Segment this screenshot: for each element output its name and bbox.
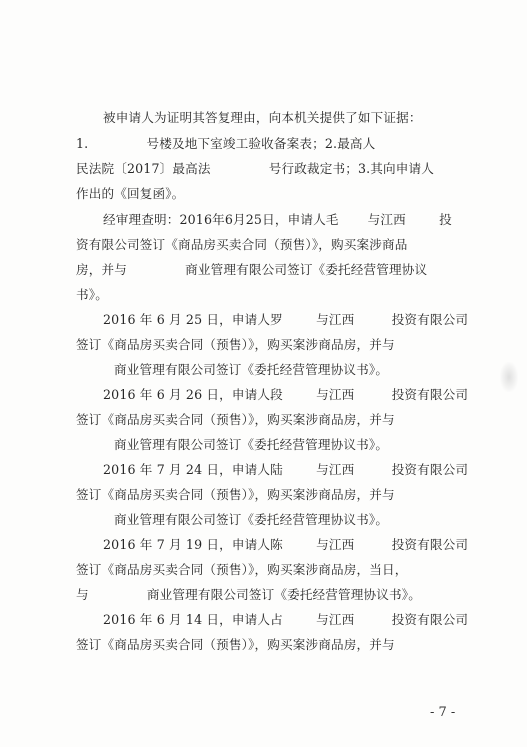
text-line: 书》。	[76, 287, 108, 302]
text-line: 民法院〔2017〕最高法 号行政裁定书；3.其向申请人	[76, 161, 434, 176]
text-line: 与 商业管理有限公司签订《委托经营管理协议书》。	[76, 587, 421, 602]
text-line: 签订《商品房买卖合同（预售）》，购买案涉商品房，并与	[76, 412, 395, 427]
text-line: 商业管理有限公司签订《委托经营管理协议书》。	[114, 362, 389, 377]
text-line: 商业管理有限公司签订《委托经营管理协议书》。	[114, 437, 389, 452]
text-line: 2016 年 7 月 24 日，申请人陆 与江西 投资有限公司	[103, 462, 469, 477]
text-line: 签订《商品房买卖合同（预售）》，购买案涉商品房，并与	[76, 337, 395, 352]
text-line: 签订《商品房买卖合同（预售）》，购买案涉商品房，并与	[76, 487, 395, 502]
text-line: 经审理查明：2016年6月25日，申请人毛 与江西 投	[103, 212, 452, 227]
text-line: 2016 年 6 月 26 日，申请人段 与江西 投资有限公司	[103, 387, 469, 402]
text-line: 2016 年 7 月 19 日，申请人陈 与江西 投资有限公司	[103, 537, 469, 552]
text-line: 2016 年 6 月 14 日，申请人占 与江西 投资有限公司	[103, 612, 469, 627]
scan-edge-mark	[500, 362, 518, 392]
text-line: 签订《商品房买卖合同（预售）》，购买案涉商品房，并与	[76, 637, 395, 652]
text-line: 签订《商品房买卖合同（预售）》，购买案涉商品房，当日，	[76, 562, 408, 577]
page-number: - 7 -	[430, 705, 456, 720]
text-line: 商业管理有限公司签订《委托经营管理协议书》。	[114, 512, 389, 527]
text-line: 作出的《回复函》。	[76, 186, 185, 201]
text-line: 2016 年 6 月 25 日，申请人罗 与江西 投资有限公司	[103, 312, 469, 327]
text-line: 资有限公司签订《商品房买卖合同（预售）》，购买案涉商品	[76, 237, 408, 252]
text-line: 房，并与 商业管理有限公司签订《委托经营管理协议	[76, 262, 428, 277]
text-line: 被申请人为证明其答复理由，向本机关提供了如下证据：	[103, 110, 422, 125]
text-line: 1. 号楼及地下室竣工验收备案表；2.最高人	[76, 136, 376, 151]
